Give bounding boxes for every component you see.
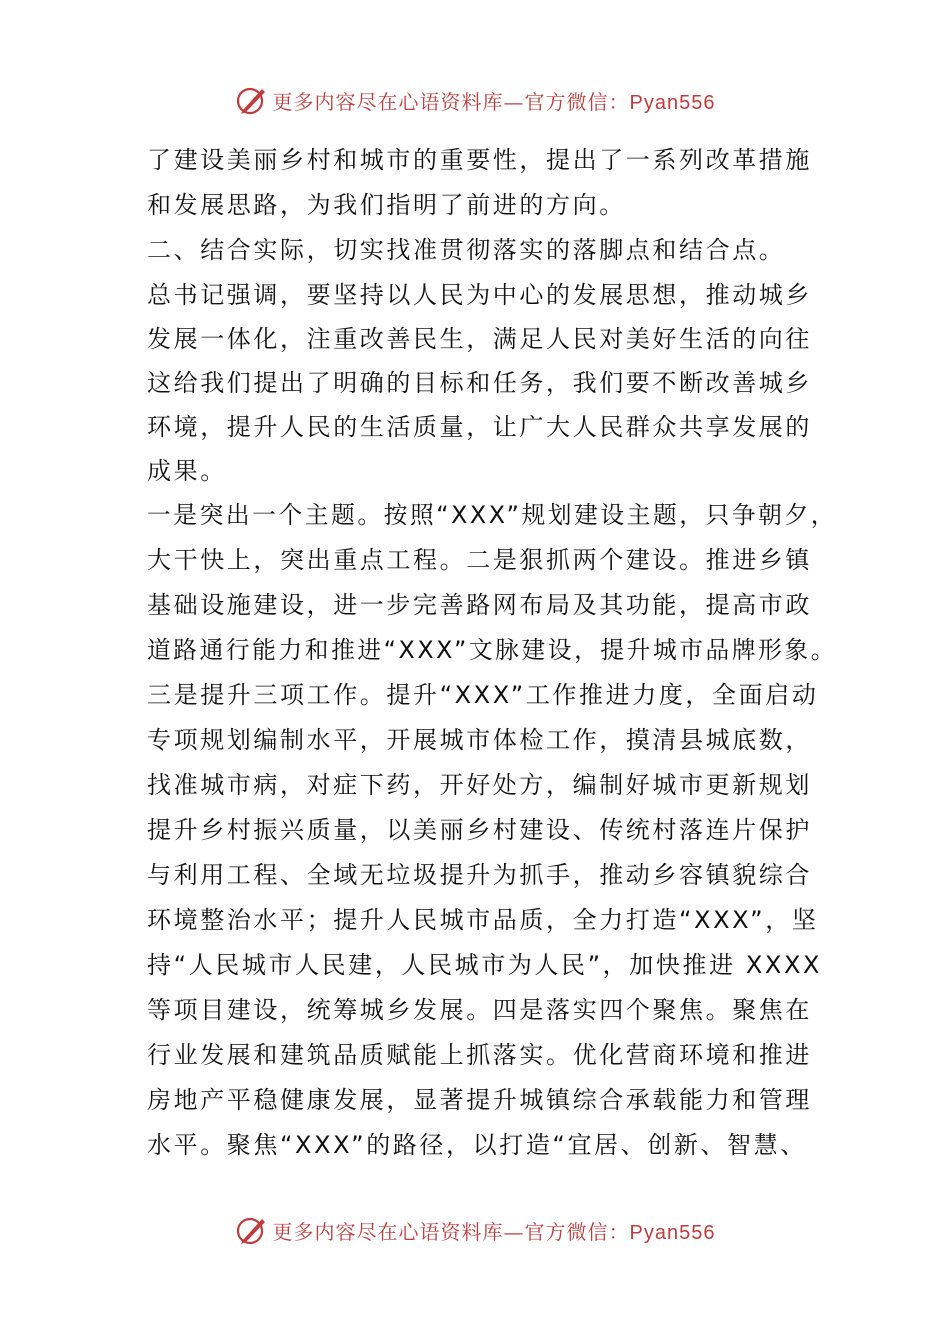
body-line: 水平。聚焦“XXX”的路径，以打造“宜居、创新、智慧、 bbox=[147, 1131, 807, 1159]
pen-logo-icon bbox=[235, 1213, 269, 1247]
body-line: 和发展思路，为我们指明了前进的方向。 bbox=[147, 191, 626, 219]
body-line: 三是提升三项工作。提升“XXX”工作推进力度，全面启动 bbox=[147, 681, 819, 709]
section-heading: 二、结合实际，切实找准贯彻落实的落脚点和结合点。 bbox=[147, 236, 786, 264]
body-line: 一是突出一个主题。按照“XXX”规划建设主题，只争朝夕， bbox=[147, 501, 838, 529]
banner-text-cn: 更多内容尽在心语资料库—官方微信： bbox=[272, 1219, 630, 1244]
body-line: 这给我们提出了明确的目标和任务，我们要不断改善城乡 bbox=[147, 369, 812, 397]
body-line: 了建设美丽乡村和城市的重要性，提出了一系列改革措施 bbox=[147, 146, 812, 174]
banner-label bbox=[273, 1216, 716, 1245]
footer-banner bbox=[0, 1210, 950, 1250]
body-line: 成果。 bbox=[147, 457, 227, 485]
header-banner bbox=[0, 80, 950, 120]
body-line: 发展一体化，注重改善民生，满足人民对美好生活的向往 bbox=[147, 325, 812, 353]
banner-wechat-id: Pyan556 bbox=[629, 91, 716, 114]
document-body bbox=[147, 138, 838, 1168]
body-line: 环境整治水平；提升人民城市品质，全力打造“XXX”，坚 bbox=[147, 906, 819, 934]
body-line: 与利用工程、全域无垃圾提升为抓手，推动乡容镇貌综合 bbox=[147, 861, 812, 889]
body-line: 总书记强调，要坚持以人民为中心的发展思想，推动城乡 bbox=[147, 281, 812, 309]
body-line: 找准城市病，对症下药，开好处方，编制好城市更新规划 bbox=[147, 771, 812, 799]
body-line: 环境，提升人民的生活质量，让广大人民群众共享发展的 bbox=[147, 413, 812, 441]
body-line: 行业发展和建筑品质赋能上抓落实。优化营商环境和推进 bbox=[147, 1041, 812, 1069]
body-line: 持“人民城市人民建，人民城市为人民”，加快推进 XXXX bbox=[147, 951, 823, 979]
body-line: 等项目建设，统筹城乡发展。四是落实四个聚焦。聚焦在 bbox=[147, 996, 812, 1024]
body-line: 房地产平稳健康发展，显著提升城镇综合承载能力和管理 bbox=[147, 1086, 812, 1114]
body-line: 道路通行能力和推进“XXX”文脉建设，提升城市品牌形象。 bbox=[147, 636, 838, 664]
banner-text-cn: 更多内容尽在心语资料库—官方微信： bbox=[272, 89, 630, 114]
pen-logo-icon bbox=[235, 83, 269, 117]
body-line: 基础设施建设，进一步完善路网布局及其功能，提高市政 bbox=[147, 591, 812, 619]
banner-label bbox=[273, 86, 716, 115]
banner-wechat-id: Pyan556 bbox=[629, 1221, 716, 1244]
body-line: 专项规划编制水平，开展城市体检工作，摸清县城底数， bbox=[147, 726, 812, 754]
body-line: 提升乡村振兴质量，以美丽乡村建设、传统村落连片保护 bbox=[147, 816, 812, 844]
body-line: 大干快上，突出重点工程。二是狠抓两个建设。推进乡镇 bbox=[147, 546, 812, 574]
